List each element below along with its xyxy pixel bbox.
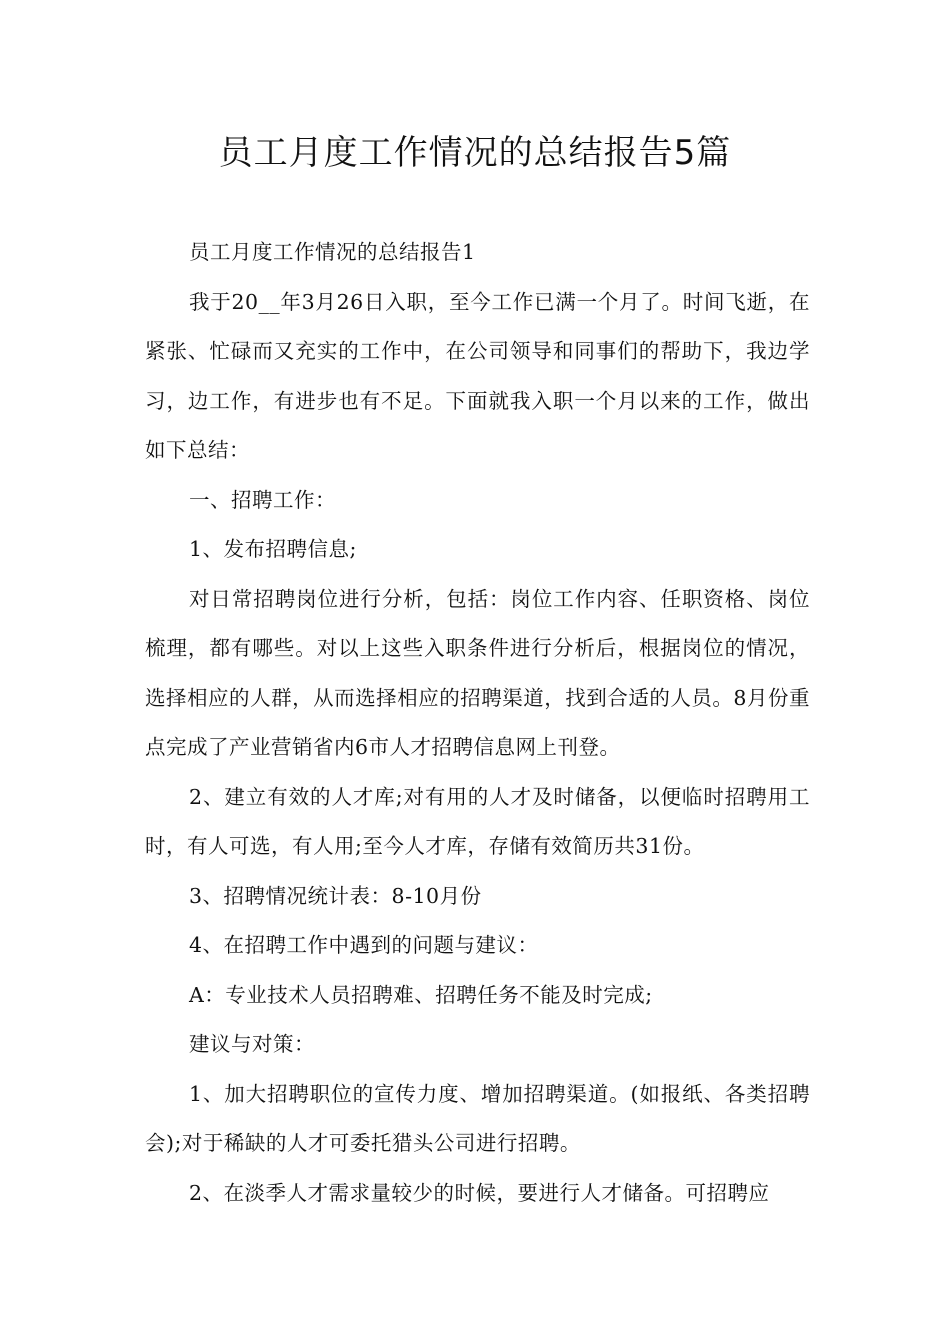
- item-heading-publish-info: 1、发布招聘信息;: [189, 537, 357, 561]
- section-heading-recruitment: 一、招聘工作：: [189, 487, 336, 512]
- paragraph-position-analysis: 对日常招聘岗位进行分析，包括：岗位工作内容、任职资格、岗位梳理，都有哪些。对以上这些入职条件进行分析后，根据岗位的情况，选择相应的人群，从而选择相应的招聘渠道，找到合适的人员。8月份重点完成了产业营销省内6市人才招聘信息网上刊登。: [145, 586, 810, 759]
- paragraph-problems-heading: 4、在招聘工作中遇到的问题与建议：: [189, 933, 539, 957]
- paragraph-suggestion-2: 2、在淡季人才需求量较少的时候，要进行人才储备。可招聘应: [189, 1180, 770, 1205]
- paragraph-problem-a: A：专业技术人员招聘难、招聘任务不能及时完成;: [189, 982, 653, 1007]
- paragraph-talent-pool: 2、建立有效的人才库;对有用的人才及时储备，以便临时招聘用工时，有人可选，有人用;至今人才库，存储有效简历共31份。: [145, 784, 810, 858]
- intro-paragraph: 我于20__年3月26日入职，至今工作已满一个月了。时间飞逝，在紧张、忙碌而又充实的工作中，在公司领导和同事们的帮助下，我边学习，边工作，有进步也有不足。下面就我入职一个月以来的工作，做出如下总结：: [145, 289, 810, 462]
- paragraph-suggestions-heading: 建议与对策：: [189, 1032, 315, 1056]
- report-subtitle: 员工月度工作情况的总结报告1: [189, 240, 476, 264]
- document-body: [145, 228, 810, 1218]
- paragraph-suggestion-1: 1、加大招聘职位的宣传力度、增加招聘渠道。(如报纸、各类招聘会);对于稀缺的人才可委托猎头公司进行招聘。: [145, 1081, 810, 1155]
- document-title: 员工月度工作情况的总结报告5篇: [218, 133, 732, 173]
- paragraph-statistics: 3、招聘情况统计表：8-10月份: [189, 883, 482, 908]
